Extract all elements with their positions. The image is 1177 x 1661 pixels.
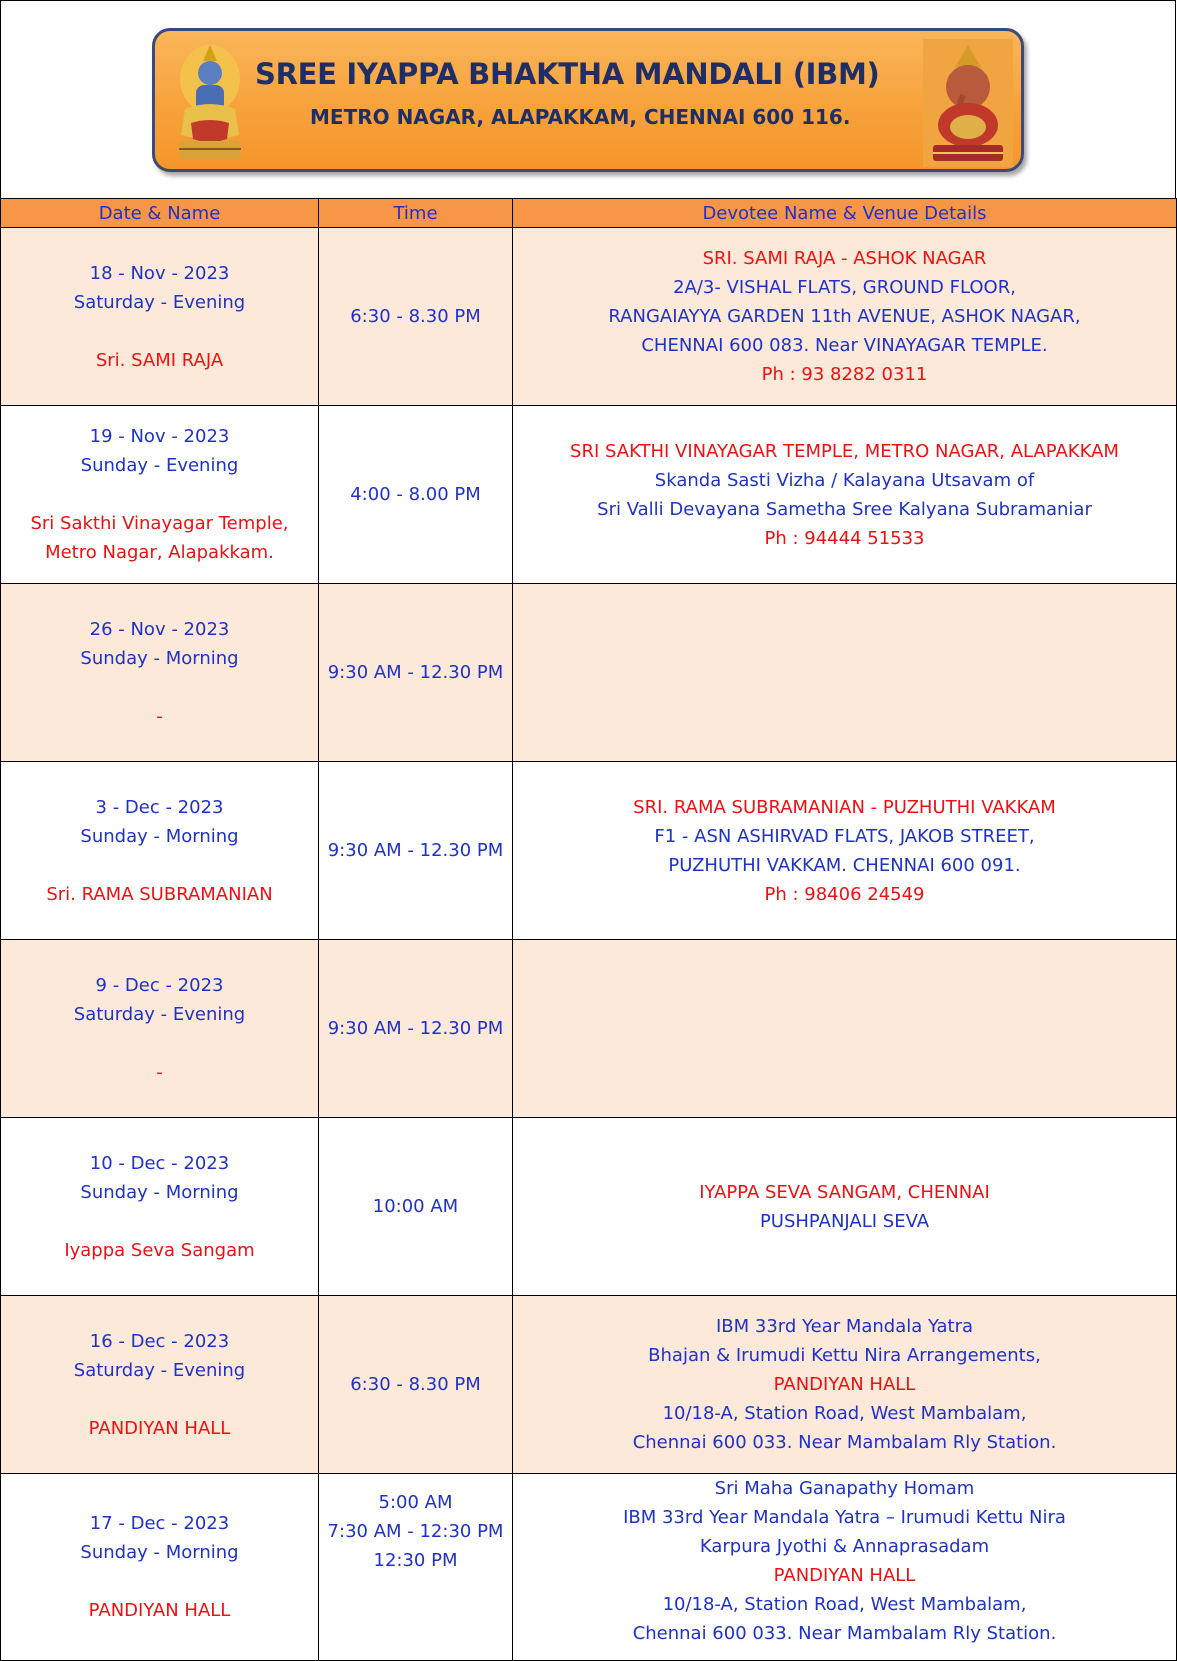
table-row xyxy=(1,1474,1177,1661)
event-time: 7:30 AM - 12:30 PM xyxy=(327,1521,504,1542)
event-date: 19 - Nov - 2023 xyxy=(89,426,230,447)
event-host-name: Sri. SAMI RAJA xyxy=(95,349,224,371)
venue-cell xyxy=(513,1296,1177,1474)
venue-line: PANDIYAN HALL xyxy=(773,1374,916,1395)
venue-line: SRI. RAMA SUBRAMANIAN - PUZHUTHI VAKKAM xyxy=(633,796,1056,818)
time-cell xyxy=(319,1474,513,1661)
event-time: 5:00 AM xyxy=(378,1492,453,1513)
event-host-name: Sri Sakthi Vinayagar Temple, xyxy=(30,513,289,534)
event-time: 9:30 AM - 12.30 PM xyxy=(327,1018,504,1039)
event-time: 10:00 AM xyxy=(372,1196,459,1217)
venue-line: 10/18-A, Station Road, West Mambalam, xyxy=(662,1594,1027,1615)
time-cell xyxy=(319,1296,513,1474)
event-day: Saturday - Evening xyxy=(73,291,246,313)
event-time: 6:30 - 8.30 PM xyxy=(350,306,481,327)
event-date: 18 - Nov - 2023 xyxy=(89,262,230,284)
event-host-name-line2: Metro Nagar, Alapakkam. xyxy=(45,542,274,563)
time-cell xyxy=(319,406,513,584)
venue-line: Sri Valli Devayana Sametha Sree Kalyana Subramaniar xyxy=(597,498,1092,520)
event-day: Sunday - Morning xyxy=(80,1181,239,1203)
venue-cell xyxy=(513,406,1177,584)
frame-top-border xyxy=(0,0,1176,1)
ayyappan-deity-image xyxy=(165,39,255,167)
time-cell xyxy=(319,584,513,762)
venue-cell xyxy=(513,940,1177,1118)
event-day: Sunday - Evening xyxy=(80,455,239,476)
venue-line: IBM 33rd Year Mandala Yatra – Irumudi Kettu Nira xyxy=(623,1507,1066,1528)
date-cell xyxy=(1,228,319,406)
table-header-row xyxy=(1,199,1177,228)
table-row xyxy=(1,762,1177,940)
event-date: 16 - Dec - 2023 xyxy=(89,1330,230,1352)
table-row xyxy=(1,1118,1177,1296)
venue-line: Sri Maha Ganapathy Homam xyxy=(714,1478,975,1499)
column-header-time: Time xyxy=(319,199,513,228)
venue-line: IBM 33rd Year Mandala Yatra xyxy=(715,1316,974,1337)
event-host-name: Sri. RAMA SUBRAMANIAN xyxy=(46,883,273,905)
date-cell xyxy=(1,584,319,762)
event-host-name: PANDIYAN HALL xyxy=(88,1417,231,1439)
event-host-name: Iyappa Seva Sangam xyxy=(64,1239,255,1261)
event-time: 12:30 PM xyxy=(373,1550,458,1571)
column-header-date: Date & Name xyxy=(1,199,319,228)
time-cell xyxy=(319,1118,513,1296)
event-date: 10 - Dec - 2023 xyxy=(89,1152,230,1174)
event-time: 6:30 - 8.30 PM xyxy=(350,1374,481,1395)
venue-phone: Ph : 94444 51533 xyxy=(764,527,925,549)
date-cell xyxy=(1,406,319,584)
event-day: Sunday - Morning xyxy=(80,1542,239,1563)
time-cell xyxy=(319,228,513,406)
event-day: Sunday - Morning xyxy=(80,647,239,669)
organization-title: SREE IYAPPA BHAKTHA MANDALI (IBM) xyxy=(255,57,880,91)
venue-cell xyxy=(513,1118,1177,1296)
schedule-table xyxy=(0,198,1177,1661)
venue-line: Bhajan & Irumudi Kettu Nira Arrangements, xyxy=(648,1345,1041,1366)
venue-line: Chennai 600 033. Near Mambalam Rly Station. xyxy=(632,1432,1057,1453)
date-cell xyxy=(1,1118,319,1296)
venue-line: Chennai 600 033. Near Mambalam Rly Station. xyxy=(632,1623,1057,1644)
table-row xyxy=(1,584,1177,762)
venue-line: PUZHUTHI VAKKAM. CHENNAI 600 091. xyxy=(668,854,1021,876)
event-time: 9:30 AM - 12.30 PM xyxy=(327,840,504,861)
event-day: Sunday - Morning xyxy=(80,825,239,847)
venue-line: IYAPPA SEVA SANGAM, CHENNAI xyxy=(699,1181,990,1203)
event-time: 9:30 AM - 12.30 PM xyxy=(327,662,504,683)
venue-line: SRI. SAMI RAJA - ASHOK NAGAR xyxy=(702,248,987,269)
table-row xyxy=(1,1296,1177,1474)
venue-cell xyxy=(513,1474,1177,1661)
event-date: 9 - Dec - 2023 xyxy=(95,974,224,996)
organization-address: METRO NAGAR, ALAPAKKAM, CHENNAI 600 116. xyxy=(310,105,851,129)
column-header-venue: Devotee Name & Venue Details xyxy=(513,199,1177,228)
event-date: 26 - Nov - 2023 xyxy=(89,618,230,640)
date-cell xyxy=(1,1296,319,1474)
date-cell xyxy=(1,940,319,1118)
venue-cell xyxy=(513,584,1177,762)
event-time: 4:00 - 8.00 PM xyxy=(350,484,481,505)
venue-cell xyxy=(513,228,1177,406)
venue-phone: Ph : 98406 24549 xyxy=(764,883,925,905)
event-host-name: PANDIYAN HALL xyxy=(88,1600,231,1621)
venue-line: Skanda Sasti Vizha / Kalayana Utsavam of xyxy=(654,469,1035,491)
frame-left-border xyxy=(0,0,1,200)
event-day: Saturday - Evening xyxy=(73,1003,246,1025)
venue-line: SRI SAKTHI VINAYAGAR TEMPLE, METRO NAGAR, ALAPAKKAM xyxy=(570,440,1119,462)
table-row xyxy=(1,940,1177,1118)
venue-line: 10/18-A, Station Road, West Mambalam, xyxy=(662,1403,1027,1424)
date-cell xyxy=(1,762,319,940)
table-row xyxy=(1,406,1177,584)
venue-phone: Ph : 93 8282 0311 xyxy=(761,364,928,385)
frame-right-border xyxy=(1175,0,1176,200)
header-banner xyxy=(152,28,1024,172)
event-date: 3 - Dec - 2023 xyxy=(95,796,224,818)
ganapathy-deity-image xyxy=(923,39,1013,167)
venue-line: Karpura Jyothi & Annaprasadam xyxy=(699,1536,990,1557)
event-host-name: - xyxy=(156,705,163,727)
venue-line: F1 - ASN ASHIRVAD FLATS, JAKOB STREET, xyxy=(654,825,1035,847)
venue-line: PANDIYAN HALL xyxy=(773,1565,916,1586)
venue-line: PUSHPANJALI SEVA xyxy=(759,1210,930,1232)
time-cell xyxy=(319,762,513,940)
venue-line: 2A/3- VISHAL FLATS, GROUND FLOOR, xyxy=(673,277,1016,298)
date-cell xyxy=(1,1474,319,1661)
time-cell xyxy=(319,940,513,1118)
venue-line: RANGAIAYYA GARDEN 11th AVENUE, ASHOK NAGAR, xyxy=(608,306,1081,327)
venue-cell xyxy=(513,762,1177,940)
event-date: 17 - Dec - 2023 xyxy=(89,1513,230,1534)
event-host-name: - xyxy=(156,1061,163,1083)
event-day: Saturday - Evening xyxy=(73,1359,246,1381)
table-row xyxy=(1,228,1177,406)
venue-line: CHENNAI 600 083. Near VINAYAGAR TEMPLE. xyxy=(641,335,1048,356)
